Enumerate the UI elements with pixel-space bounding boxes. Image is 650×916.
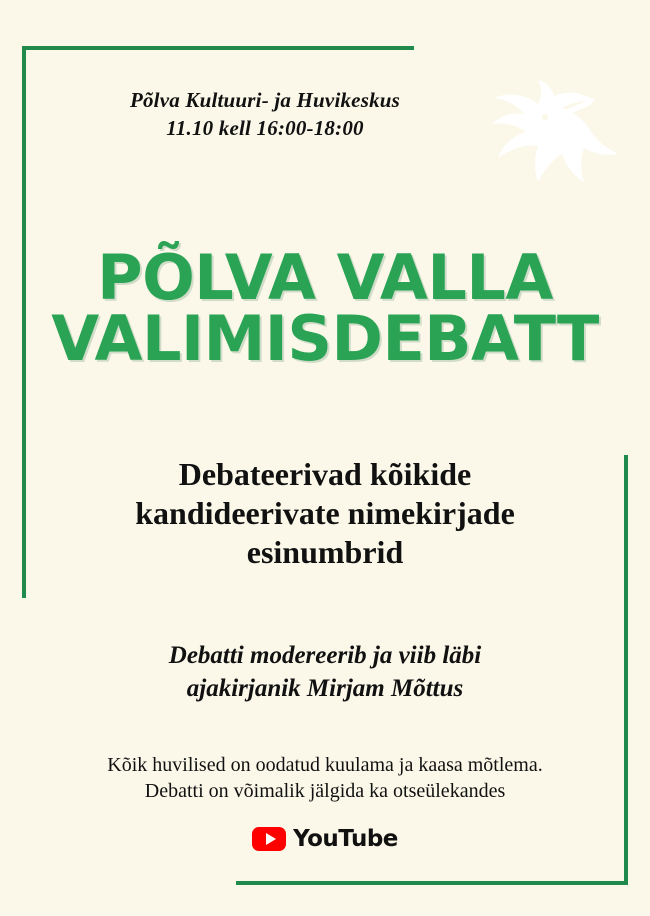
note-line-1: Kõik huvilised on oodatud kuulama ja kaasa mõtlema. — [107, 754, 543, 776]
note-block — [20, 752, 630, 804]
title-line-1: PÕLVA VALLA — [97, 241, 553, 314]
title-line-2: VALIMISDEBATT — [51, 301, 599, 375]
poster-subtitle — [40, 455, 610, 572]
moderator-line-2: ajakirjanik Mirjam Mõttus — [186, 674, 464, 702]
venue-location: Põlva Kultuuri- ja Huvikeskus — [129, 88, 401, 112]
subtitle-line-1: Debateerivad kõikide — [178, 456, 472, 492]
youtube-play-icon — [252, 827, 286, 851]
note-line-2: Debatti on võimalik jälgida ka otseülekandes — [144, 780, 506, 802]
frame-line-bottom — [236, 881, 628, 885]
venue-datetime: 11.10 kell 16:00-18:00 — [166, 116, 364, 141]
moderator-block — [40, 640, 610, 705]
subtitle-line-3: esinumbrid — [246, 534, 404, 571]
subtitle-line-2: kandideerivate nimekirjade — [135, 495, 515, 532]
frame-line-top — [22, 46, 414, 50]
frame-line-right — [624, 455, 628, 885]
poster-title — [0, 241, 650, 375]
venue-block — [0, 86, 650, 143]
youtube-logo[interactable] — [0, 826, 650, 852]
moderator-line-1: Debatti modereerib ja viib läbi — [168, 642, 482, 669]
youtube-label: YouTube — [293, 826, 398, 852]
